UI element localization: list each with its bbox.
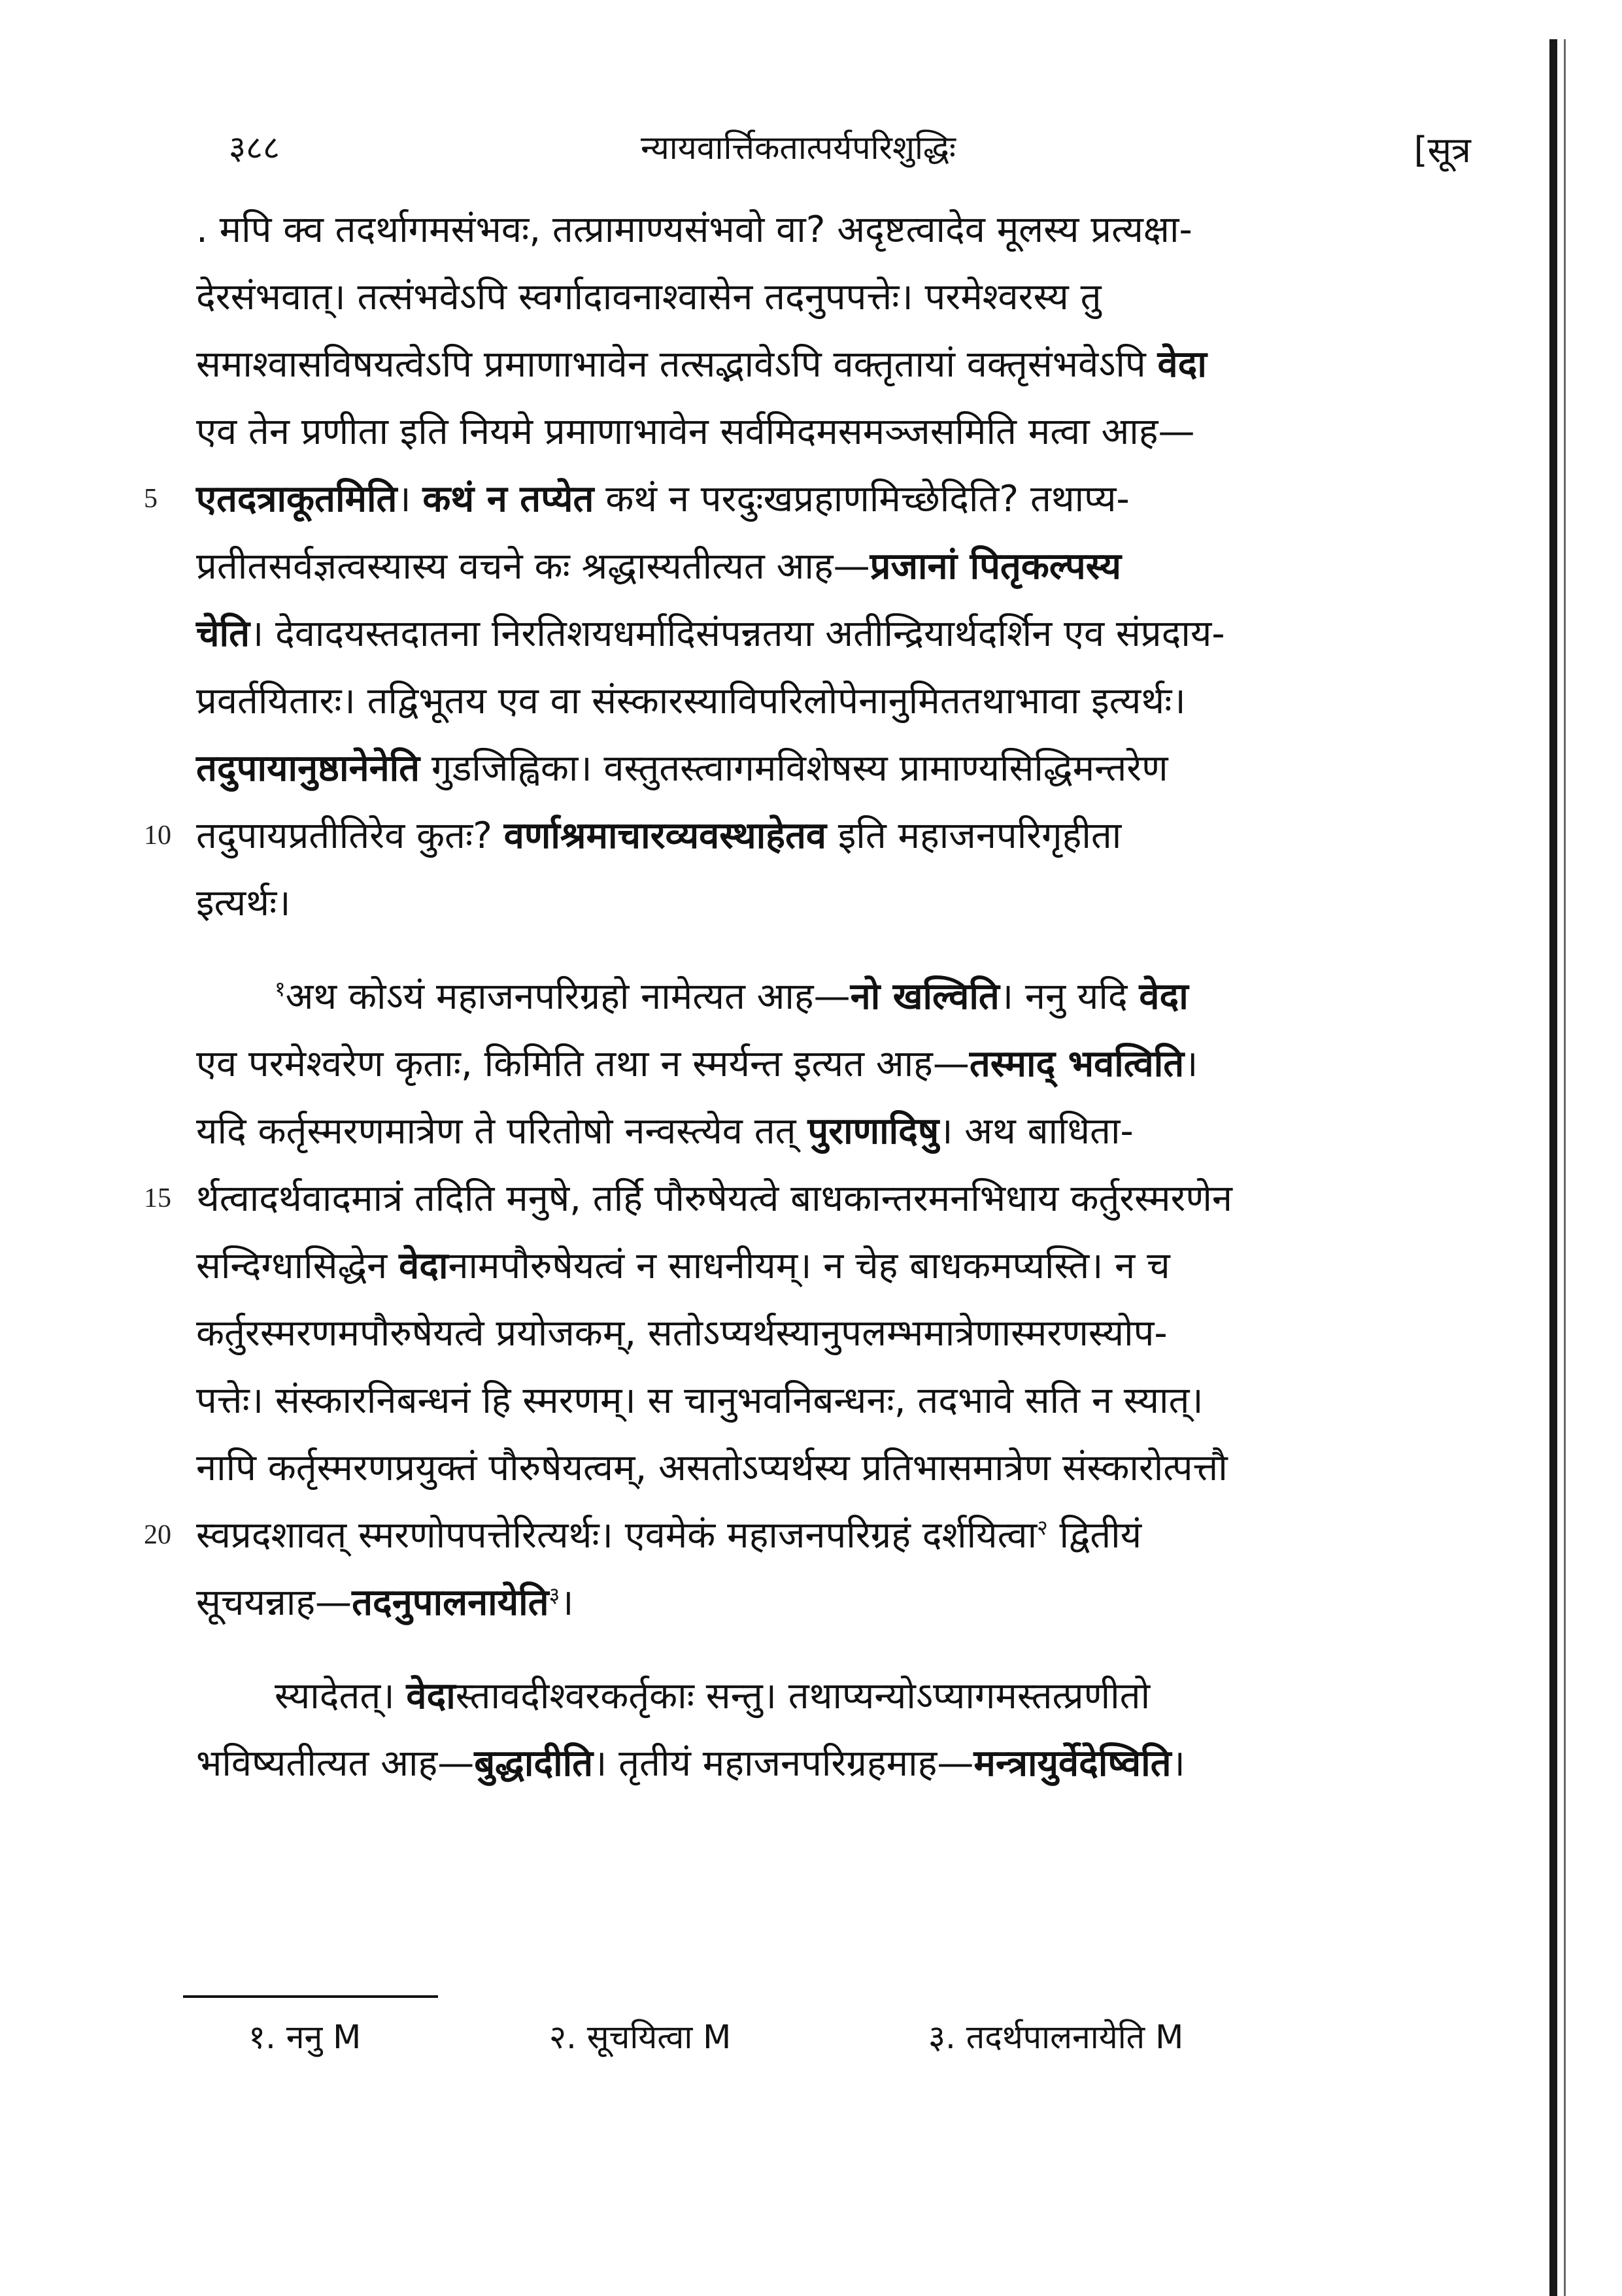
text-line [196, 869, 1464, 937]
text-segment: सूचयन्नाह— [196, 1581, 352, 1624]
text-segment: । [560, 1581, 574, 1624]
text-line [196, 1434, 1464, 1502]
line-number: 20 [144, 1520, 171, 1550]
page-binding-edge-thin [1564, 39, 1566, 2296]
text-line [196, 735, 1464, 802]
bold-lemma: चेति [196, 613, 250, 655]
footnote-marker: १ [275, 976, 286, 1002]
section-marker: [सूत्र [1413, 129, 1471, 171]
footnote-1: १. ननु M [248, 2018, 362, 2056]
text-segment: । देवादयस्तदातना निरतिशयधर्मादिसंपन्नतया अतीन्द्रियार्थदर्शिन एव संप्रदाय- [249, 613, 1225, 655]
footnotes [248, 2014, 1425, 2066]
text-line [144, 1502, 1464, 1569]
text-segment: । तृतीयं महाजनपरिग्रहमाह— [593, 1742, 974, 1785]
page-header [229, 124, 1471, 183]
text-segment: द्वितीयं [1047, 1514, 1142, 1557]
footnote-marker: २ [1037, 1515, 1048, 1540]
text-line [196, 398, 1464, 465]
bold-lemma: पुराणादिषु [807, 1110, 939, 1153]
page-binding-edge [1549, 39, 1557, 2296]
text-segment: एव परमेश्वरेण कृताः, किमिति तथा न स्मर्यन्त इत्यत आह— [196, 1043, 970, 1085]
text-segment: कथं न परदुःखप्रहाणमिच्छेदिति? तथाप्य- [594, 478, 1130, 520]
text-line [196, 1730, 1464, 1797]
text-segment: सन्दिग्धासिद्धेन [196, 1245, 399, 1287]
text-segment: । [1184, 1043, 1198, 1085]
text-segment: । ननु यदि [999, 975, 1140, 1018]
text-segment: प्रवर्तयितारः। तद्विभूतय एव वा संस्कारस्याविपरिलोपेनानुमिततथाभावा इत्यर्थः। [196, 680, 1186, 722]
text-segment: पत्तेः। संस्कारनिबन्धनं हि स्मरणम्। स चानुभवनिबन्धनः, तदभावे सति न स्यात्। [196, 1379, 1204, 1422]
bold-lemma: कथं न तप्येत [422, 478, 594, 520]
bold-lemma: नो खल्विति [850, 975, 1000, 1018]
text-segment: यदि कर्तृस्मरणमात्रेण ते परितोषो नन्वस्त्येव तत् [196, 1110, 808, 1153]
text-segment: अथ कोऽयं महाजनपरिग्रहो नामेत्यत आह— [285, 975, 851, 1018]
text-segment: नामपौरुषेयत्वं न साधनीयम्। न चेह बाधकमप्यस्ति। न च [448, 1245, 1170, 1287]
line-number: 10 [144, 820, 171, 851]
text-line [196, 1367, 1464, 1434]
footnote-marker: ३ [549, 1582, 560, 1608]
text-segment: प्रतीतसर्वज्ञत्वस्यास्य वचने कः श्रद्धास्यतीत्यत आह— [196, 545, 870, 588]
text-line [196, 263, 1464, 331]
bold-lemma: तदुपायानुष्ठानेनेति [196, 747, 420, 790]
text-segment: । [397, 478, 423, 520]
bold-lemma: बुद्धादीति [474, 1742, 594, 1785]
running-title: न्यायवार्त्तिकतात्पर्यपरिशुद्धिः [641, 129, 956, 167]
text-line [196, 667, 1464, 735]
text-segment: । अथ बाधिता- [939, 1110, 1134, 1153]
bold-lemma: तस्माद् भवत्विति [969, 1043, 1185, 1085]
line-number: 5 [144, 484, 158, 514]
text-line [196, 1232, 1464, 1300]
footnote-3: ३. तदर्थपालनायेति M [928, 2018, 1184, 2056]
bold-lemma: वर्णाश्रमाचारव्यवस्थाहेतव [503, 815, 827, 857]
text-line [196, 331, 1464, 398]
text-segment: स्यादेतत्। [275, 1675, 407, 1717]
text-segment: स्वप्रदशावत् स्मरणोपपत्तेरित्यर्थः। एवमेकं महाजनपरिग्रहं दर्शयित्वा [196, 1514, 1038, 1557]
page-number: ३८८ [229, 129, 280, 167]
text-segment: समाश्वासविषयत्वेऽपि प्रमाणाभावेन तत्सद्भावेऽपि वक्तृतायां वक्तृसंभवेऽपि [196, 343, 1158, 386]
bold-lemma: वेदा [1157, 343, 1207, 386]
line-number: 15 [144, 1183, 171, 1213]
text-segment: गुडजिह्विका। वस्तुतस्त्वागमविशेषस्य प्रामाण्यसिद्धिमन्तरेण [420, 747, 1168, 790]
text-line [196, 1569, 1464, 1636]
bold-lemma: एतदत्राकूतमिति [196, 478, 397, 520]
text-segment: देरसंभवात्। तत्संभवेऽपि स्वर्गादावनाश्वासेन तदनुपपत्तेः। परमेश्वरस्य तु [196, 276, 1102, 318]
text-segment: स्तावदीश्वरकर्तृकाः सन्तु। तथाप्यन्योऽप्यागमस्तत्प्रणीतो [455, 1675, 1151, 1717]
text-segment: इत्यर्थः। [196, 882, 291, 924]
bold-lemma: वेदा [399, 1245, 448, 1287]
text-segment: । [1171, 1742, 1185, 1785]
main-text [144, 196, 1464, 1797]
text-line [144, 1165, 1464, 1232]
bold-lemma: प्रजानां पितृकल्पस्य [870, 545, 1121, 588]
footnote-2: २. सूचयित्वा M [549, 2018, 732, 2056]
text-line [196, 1098, 1464, 1165]
text-segment: कर्तुरस्मरणमपौरुषेयत्वे प्रयोजकम्, सतोऽप्यर्थस्यानुपलम्भमात्रेणास्मरणस्योप- [196, 1312, 1168, 1355]
text-line [196, 963, 1464, 1030]
text-line [196, 600, 1464, 667]
text-line [196, 533, 1464, 600]
text-line [196, 196, 1464, 263]
text-line [196, 1300, 1464, 1367]
text-line [144, 802, 1464, 869]
text-segment: नापि कर्तृस्मरणप्रयुक्तं पौरुषेयत्वम्, असतोऽप्यर्थस्य प्रतिभासमात्रेण संस्कारोत्पत्तौ [196, 1447, 1228, 1489]
bold-lemma: वेदा [406, 1675, 456, 1717]
footnote-rule [183, 1995, 438, 1998]
text-segment: भविष्यतीत्यत आह— [196, 1742, 475, 1785]
text-segment: तदुपायप्रतीतिरेव कुतः? [196, 815, 504, 857]
text-line [196, 1030, 1464, 1098]
bold-lemma: तदनुपालनायेति [352, 1581, 549, 1624]
bold-lemma: वेदा [1139, 975, 1189, 1018]
text-segment: . मपि क्व तदर्थागमसंभवः, तत्प्रामाण्यसंभवो वा? अदृष्टत्वादेव मूलस्य प्रत्यक्षा- [196, 209, 1192, 251]
text-line [196, 1663, 1464, 1730]
bold-lemma: मन्त्रायुर्वेदेष्विति [973, 1742, 1172, 1785]
text-segment: र्थत्वादर्थवादमात्रं तदिति मनुषे, तर्हि पौरुषेयत्वे बाधकान्तरमनभिधाय कर्तुरस्मरणेन [196, 1177, 1232, 1220]
text-segment: इति महाजनपरिगृहीता [826, 815, 1122, 857]
text-segment: एव तेन प्रणीता इति नियमे प्रमाणाभावेन सर्वमिदमसमञ्जसमिति मत्वा आह— [196, 411, 1195, 453]
text-line [144, 465, 1464, 533]
